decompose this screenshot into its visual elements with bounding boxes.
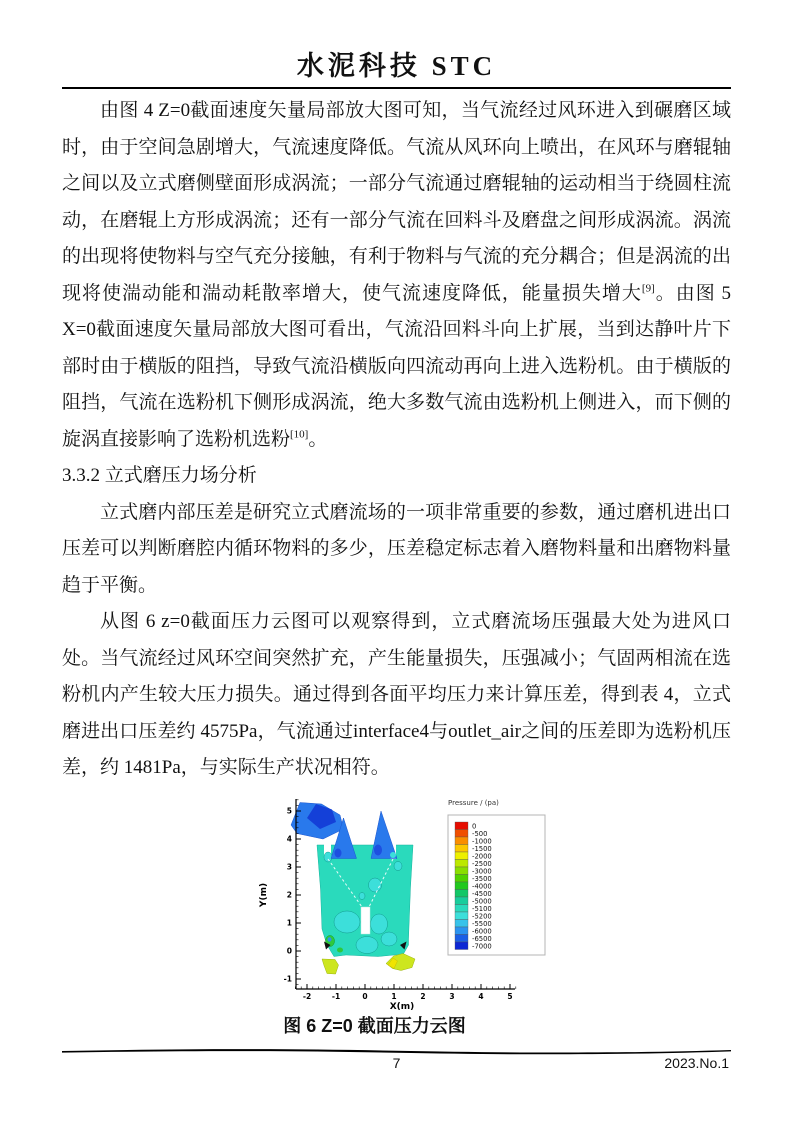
cyan-patch	[324, 852, 332, 862]
paragraph-text: 。由图 5 X=0截面速度矢量局部放大图可看出，气流沿回料斗向上扩展，当到达静叶片下部时由于横版的阻挡，导致气流沿横版向四流动再向上进入选粉机。由于横版的阻挡，气流在选粉机下侧形成涡流，绝大多数气流由选粉机上侧进入，而下侧的旋涡直接影响了选粉机选粉	[62, 282, 731, 450]
figure-6	[62, 789, 731, 1013]
svg-text:-1000: -1000	[472, 836, 492, 845]
svg-text:-6500: -6500	[472, 934, 492, 943]
svg-text:-6000: -6000	[472, 926, 492, 935]
header-rule	[62, 87, 731, 89]
cyan-patch	[356, 936, 378, 953]
color-legend	[448, 799, 545, 955]
paragraph-pressure-intro: 立式磨内部压差是研究立式磨流场的一项非常重要的参数，通过磨机进出口压差可以判断磨腔内循环物料的多少，压差稳定标志着入磨物料量和出磨物料量趋于平衡。	[62, 501, 731, 596]
svg-text:-4000: -4000	[472, 881, 492, 890]
paragraph-velocity-field	[62, 93, 731, 458]
svg-text:-5100: -5100	[472, 904, 492, 913]
svg-text:3: 3	[449, 991, 455, 1001]
paragraph-text: 由图 4 Z=0截面速度矢量局部放大图可知，当气流经过风环进入到碾磨区域时，由于空间急剧增大，气流速度降低。气流从风环向上喷出，在风环与磨辊轴之间以及立式磨侧壁面形成涡流；一部分气流通过磨辊轴的运动相当于绕圆柱流动，在磨辊上方形成涡流；还有一部分气流在回料斗及磨盘之间形成涡流。涡流的出现将使物料与空气充分接触，有利于物料与气流的充分耦合；但是涡流的出现将使湍动能和湍动耗散率增大，使气流速度降低，能量损失增大	[62, 100, 731, 304]
cyan-patch	[359, 892, 365, 899]
svg-text:5: 5	[507, 991, 513, 1001]
cone-cyan-spot	[390, 852, 396, 858]
svg-text:-3000: -3000	[472, 866, 492, 875]
cyan-patch	[394, 861, 402, 870]
cone-dark-spot	[335, 848, 342, 857]
svg-text:-5500: -5500	[472, 919, 492, 928]
svg-text:X(m): X(m)	[389, 1001, 415, 1012]
svg-text:-1: -1	[283, 974, 292, 984]
svg-text:-500: -500	[472, 829, 488, 838]
journal-title: 水泥科技 STC	[296, 51, 497, 81]
footer-rule-stroke	[62, 1049, 731, 1054]
svg-text:4: 4	[286, 834, 292, 844]
svg-text:5: 5	[286, 806, 292, 816]
blue-spot	[328, 937, 332, 941]
paragraph-pressure-analysis: 从图 6 z=0截面压力云图可以观察得到，立式磨流场压强最大处为进风口处。当气流经过风环空间突然扩充，产生能量损失，压强减小；气固两相流在选粉机内产生较大压力损失。通过得到各面平均压力来计算压差，得到表 4，立式磨进出口压差约 4575Pa，气流通过interface4与outlet_air之间的压差即为选粉机压差，约 1481Pa，与实际生产状况相符。	[62, 611, 731, 778]
svg-text:-2500: -2500	[472, 859, 492, 868]
svg-text:0: 0	[472, 821, 477, 830]
figure-caption: 图 6 Z=0 截面压力云图	[283, 1015, 466, 1036]
issue-label: 2023.No.1	[664, 1055, 729, 1071]
svg-text:1: 1	[391, 991, 397, 1001]
svg-text:Pressure / (pa): Pressure / (pa)	[448, 798, 499, 807]
svg-text:0: 0	[362, 991, 368, 1001]
svg-text:0: 0	[286, 946, 292, 956]
cone-dark-spot	[374, 844, 382, 855]
green-patch	[337, 947, 343, 952]
svg-text:-1: -1	[331, 991, 341, 1001]
section-heading: 3.3.2 立式磨压力场分析	[62, 465, 257, 486]
svg-text:Y(m): Y(m)	[259, 882, 269, 907]
svg-text:4: 4	[478, 991, 484, 1001]
pressure-contour-plot	[250, 789, 560, 1013]
svg-text:-5200: -5200	[472, 911, 492, 920]
svg-text:-2: -2	[302, 991, 312, 1001]
paragraph-text: 。	[308, 428, 328, 450]
citation-10: [10]	[290, 428, 309, 441]
svg-text:1: 1	[286, 918, 292, 928]
svg-text:-4500: -4500	[472, 889, 492, 898]
contour-shapes	[291, 802, 415, 974]
citation-9: [9]	[641, 282, 655, 295]
svg-text:-5000: -5000	[472, 896, 492, 905]
cyan-patch	[334, 911, 360, 933]
nozzle-jet-left	[322, 959, 339, 974]
svg-text:2: 2	[286, 890, 292, 900]
svg-text:-3500: -3500	[472, 874, 492, 883]
page-number: 7	[392, 1055, 401, 1071]
center-cutout	[361, 907, 370, 934]
cyan-patch	[371, 914, 388, 934]
article-body	[62, 93, 731, 1039]
cyan-patch	[381, 932, 397, 946]
svg-text:-1500: -1500	[472, 844, 492, 853]
svg-text:2: 2	[420, 991, 426, 1001]
svg-text:-7000: -7000	[472, 941, 492, 950]
svg-text:3: 3	[286, 862, 292, 872]
cyan-patch	[369, 878, 382, 892]
svg-text:-2000: -2000	[472, 851, 492, 860]
